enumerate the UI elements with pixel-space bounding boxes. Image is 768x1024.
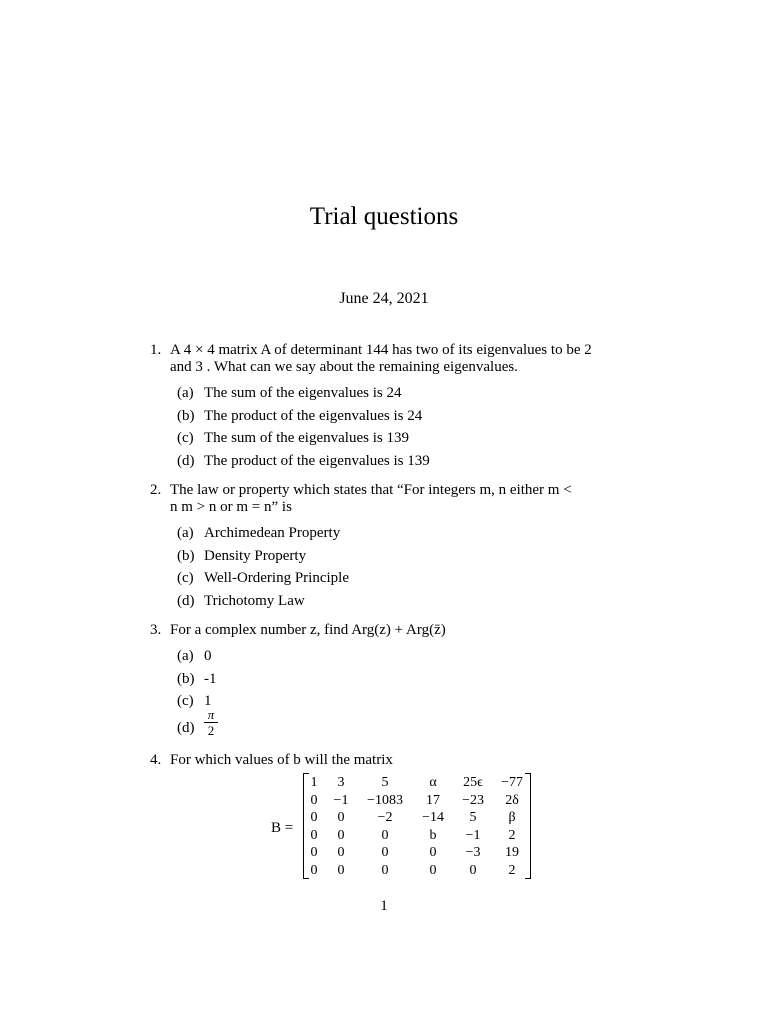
option-item	[177, 693, 640, 716]
option-label: (d)	[177, 592, 195, 609]
option-text: The product of the eigenvalues is 24	[204, 407, 423, 424]
page-title: Trial questions	[309, 203, 459, 230]
matrix-cell: 17	[426, 793, 440, 808]
matrix-cell: 0	[337, 810, 345, 825]
option-text: The sum of the eigenvalues is 139	[204, 430, 409, 446]
matrix-cell: −1083	[367, 793, 403, 808]
matrix-cell: −14	[422, 810, 444, 825]
option-label: (c)	[177, 570, 194, 586]
question-text-line: A 4 × 4 matrix A of determinant 144 has two of its eigenvalues to be 2	[170, 342, 592, 358]
matrix-cell: −3	[465, 845, 481, 860]
matrix-cell: −1	[465, 828, 481, 843]
question-number: 2.	[150, 482, 162, 498]
question-text	[170, 342, 640, 376]
matrix-cell: 1	[310, 775, 318, 790]
matrix-cell: 0	[429, 863, 437, 878]
matrix-b	[303, 773, 531, 879]
options-list	[177, 385, 640, 475]
option-label: (c)	[177, 430, 194, 446]
option-item	[177, 671, 640, 694]
matrix-cell: 0	[381, 863, 389, 878]
option-text: Trichotomy Law	[204, 592, 305, 609]
option-item	[177, 408, 640, 431]
fraction-denominator: 2	[207, 722, 215, 738]
options-list	[177, 648, 640, 742]
question-text	[170, 752, 640, 769]
matrix-cell: 0	[310, 828, 318, 843]
question-number: 4.	[150, 752, 162, 768]
page-number: 1	[380, 898, 388, 914]
question-number: 3.	[150, 622, 162, 638]
question-3	[150, 622, 640, 742]
question-text	[170, 622, 640, 639]
question-4	[150, 752, 640, 769]
question-1	[150, 342, 640, 475]
option-item	[177, 648, 640, 671]
option-item	[177, 706, 640, 743]
fraction-pi-over-2	[204, 708, 218, 738]
option-text: Well-Ordering Principle	[204, 570, 349, 586]
fraction-numerator: π	[207, 706, 215, 722]
matrix-cell: 2δ	[505, 793, 519, 808]
option-label: (b)	[177, 407, 195, 424]
option-text: The product of the eigenvalues is 139	[204, 452, 430, 469]
options-list	[177, 525, 640, 615]
matrix-cell: −77	[501, 775, 523, 790]
option-item	[177, 453, 640, 476]
question-text-line: n m > n or m = n” is	[170, 499, 292, 515]
option-text: 1	[204, 693, 212, 709]
option-item	[177, 548, 640, 571]
question-text	[170, 482, 640, 516]
matrix-cell: b	[429, 828, 437, 843]
option-label: (d)	[177, 452, 195, 469]
matrix-cell: 0	[381, 828, 389, 843]
option-label: (a)	[177, 525, 194, 541]
option-item	[177, 570, 640, 593]
matrix-cell: β	[508, 810, 516, 825]
question-text-line: For which values of b will the matrix	[170, 752, 393, 768]
option-item	[177, 525, 640, 548]
matrix-cell: −2	[377, 810, 393, 825]
option-text: Density Property	[204, 547, 307, 564]
matrix-label: B =	[271, 820, 294, 836]
matrix-cell: 19	[505, 845, 519, 860]
option-label: (a)	[177, 385, 194, 401]
option-label: (a)	[177, 648, 194, 664]
matrix-cell: 0	[337, 863, 345, 878]
question-text-line: and 3 . What can we say about the remaining eigenvalues.	[170, 359, 518, 375]
matrix-cell: 0	[429, 845, 437, 860]
matrix-cell: 5	[381, 775, 389, 790]
question-text-line: The law or property which states that “For integers m, n either m <	[170, 482, 572, 498]
option-item	[177, 593, 640, 616]
option-text: Archimedean Property	[204, 525, 341, 541]
option-text: -1	[204, 670, 217, 687]
question-text-line: For a complex number z, find Arg(z) + Arg(z̄)	[170, 622, 446, 638]
option-item	[177, 430, 640, 453]
matrix-cell: 2	[508, 828, 516, 843]
option-label: (d)	[177, 719, 195, 736]
matrix-cell: 2	[508, 863, 516, 878]
matrix-cell: −1	[333, 793, 349, 808]
option-label: (b)	[177, 547, 195, 564]
matrix-cell: 0	[310, 793, 318, 808]
matrix-cell: 0	[381, 845, 389, 860]
question-2	[150, 482, 640, 615]
matrix-cell: 5	[469, 810, 477, 825]
document-date: June 24, 2021	[339, 290, 429, 307]
matrix-cell: 0	[337, 845, 345, 860]
matrix-cell: 0	[469, 863, 477, 878]
option-label: (b)	[177, 670, 195, 687]
matrix-cell: 0	[310, 810, 318, 825]
matrix-cell: α	[429, 775, 437, 790]
option-text: The sum of the eigenvalues is 24	[204, 385, 402, 401]
question-number: 1.	[150, 342, 162, 358]
matrix-cell: 0	[310, 845, 318, 860]
matrix-cell: −23	[462, 793, 484, 808]
matrix-cell: 0	[310, 863, 318, 878]
matrix-cell: 0	[337, 828, 345, 843]
matrix-cell: 25ϵ	[463, 775, 483, 790]
matrix-cell: 3	[337, 775, 345, 790]
option-text: 0	[204, 648, 212, 664]
option-label: (c)	[177, 693, 194, 709]
option-item	[177, 385, 640, 408]
